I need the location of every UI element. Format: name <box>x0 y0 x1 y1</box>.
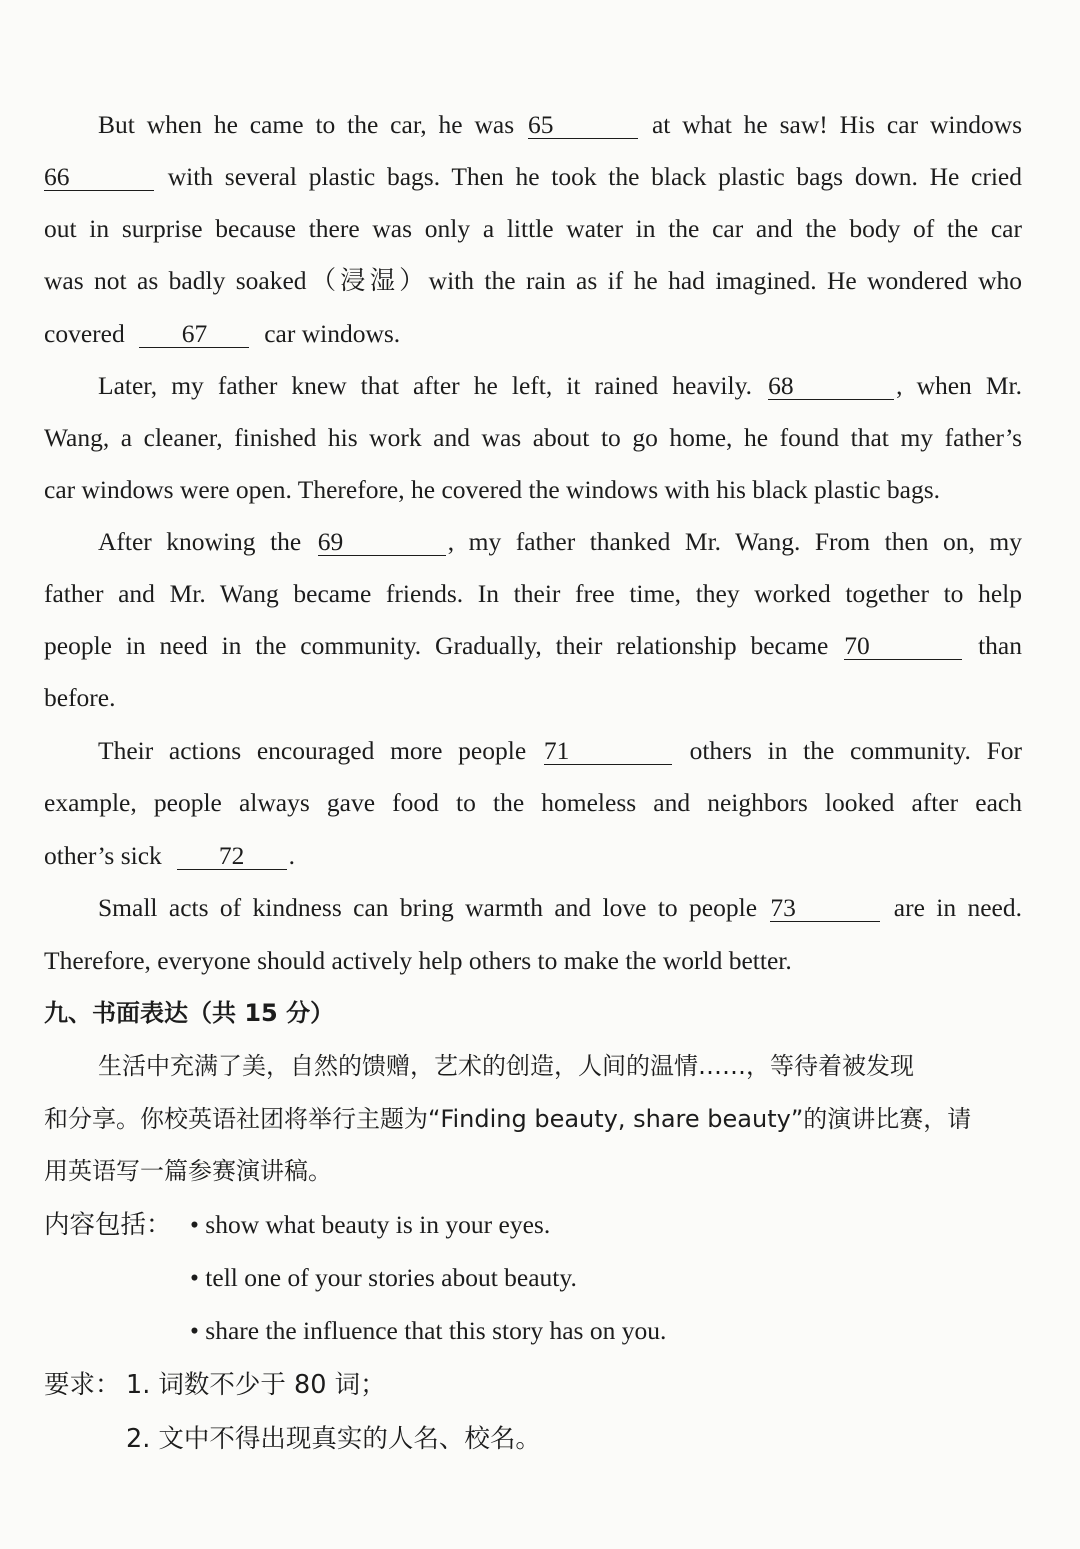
prompt-line: 和分享。你校英语社团将举行主题为“Finding beauty, share beauty”的演讲比赛，请 <box>44 1105 972 1133</box>
passage-line <box>44 317 1022 351</box>
requirements-label: 要求： <box>44 1370 121 1400</box>
passage-text: But when he came to the car, he was <box>98 110 515 139</box>
passage-line <box>98 369 1022 403</box>
passage-text: others in the community. For <box>689 736 1023 765</box>
passage-line: Wang, a cleaner, finished his work and was about to go home, he found that my father’s <box>44 423 1022 452</box>
passage-line <box>44 839 1022 873</box>
passage-text: than <box>978 631 1022 660</box>
requirement-item: 1. 词数不少于 80 词； <box>126 1370 386 1400</box>
passage-line <box>98 734 1022 768</box>
blank-68: 68 <box>768 373 894 400</box>
prompt-line: 生活中充满了美，自然的馈赠，艺术的创造，人间的温情……，等待着被发现 <box>98 1052 914 1080</box>
passage-text: Later, my father knew that after he left, it rained heavily. <box>98 371 753 400</box>
passage-line: before. <box>44 683 116 712</box>
prompt-line: 用英语写一篇参赛演讲稿。 <box>44 1157 332 1185</box>
content-bullet: • tell one of your stories about beauty. <box>190 1263 577 1292</box>
passage-text: After knowing the <box>98 527 302 556</box>
passage-line <box>44 629 1022 663</box>
passage-line: example, people always gave food to the homeless and neighbors looked after each <box>44 788 1022 817</box>
passage-line <box>98 108 1022 142</box>
passage-text: , my father thanked Mr. Wang. From then on, my <box>447 527 1022 556</box>
requirement-item: 2. 文中不得出现真实的人名、校名。 <box>126 1424 541 1454</box>
passage-line <box>98 525 1022 559</box>
passage-text: with several plastic bags. Then he took the black plastic bags down. He cried <box>167 162 1022 191</box>
passage-line: out in surprise because there was only a little water in the car and the body of the car <box>44 214 1022 243</box>
blank-65: 65 <box>528 112 638 139</box>
blank-72: 72 <box>177 843 287 870</box>
blank-73: 73 <box>770 895 880 922</box>
passage-line: car windows were open. Therefore, he covered the windows with his black plastic bags. <box>44 475 940 504</box>
passage-text: at what he saw! His car windows <box>651 110 1023 139</box>
blank-69: 69 <box>318 529 446 556</box>
passage-text: car windows. <box>264 319 401 348</box>
passage-text: people in need in the community. Gradually, their relationship became <box>44 631 829 660</box>
passage-text: are in need. <box>893 893 1022 922</box>
blank-71: 71 <box>544 738 672 765</box>
content-label: 内容包括： <box>44 1210 172 1240</box>
passage-line <box>44 160 1022 194</box>
passage-line <box>98 891 1022 925</box>
section-heading: 九、书面表达（共 15 分） <box>44 999 335 1027</box>
passage-line: father and Mr. Wang became friends. In their free time, they worked together to help <box>44 579 1022 608</box>
passage-line: was not as badly soaked（浸湿）with the rain as if he had imagined. He wondered who <box>44 266 1022 295</box>
passage-text: Their actions encouraged more people <box>98 736 527 765</box>
passage-text: covered <box>44 319 125 348</box>
passage-text: other’s sick <box>44 841 162 870</box>
blank-67: 67 <box>139 321 249 348</box>
blank-70: 70 <box>844 633 962 660</box>
passage-line: Therefore, everyone should actively help others to make the world better. <box>44 946 792 975</box>
passage-text: Small acts of kindness can bring warmth and love to people <box>98 893 758 922</box>
passage-text: , when Mr. <box>896 371 1022 400</box>
passage-text: . <box>288 841 295 870</box>
content-bullet: • share the influence that this story has on you. <box>190 1316 667 1345</box>
content-bullet: • show what beauty is in your eyes. <box>190 1210 551 1239</box>
blank-66: 66 <box>44 164 154 191</box>
